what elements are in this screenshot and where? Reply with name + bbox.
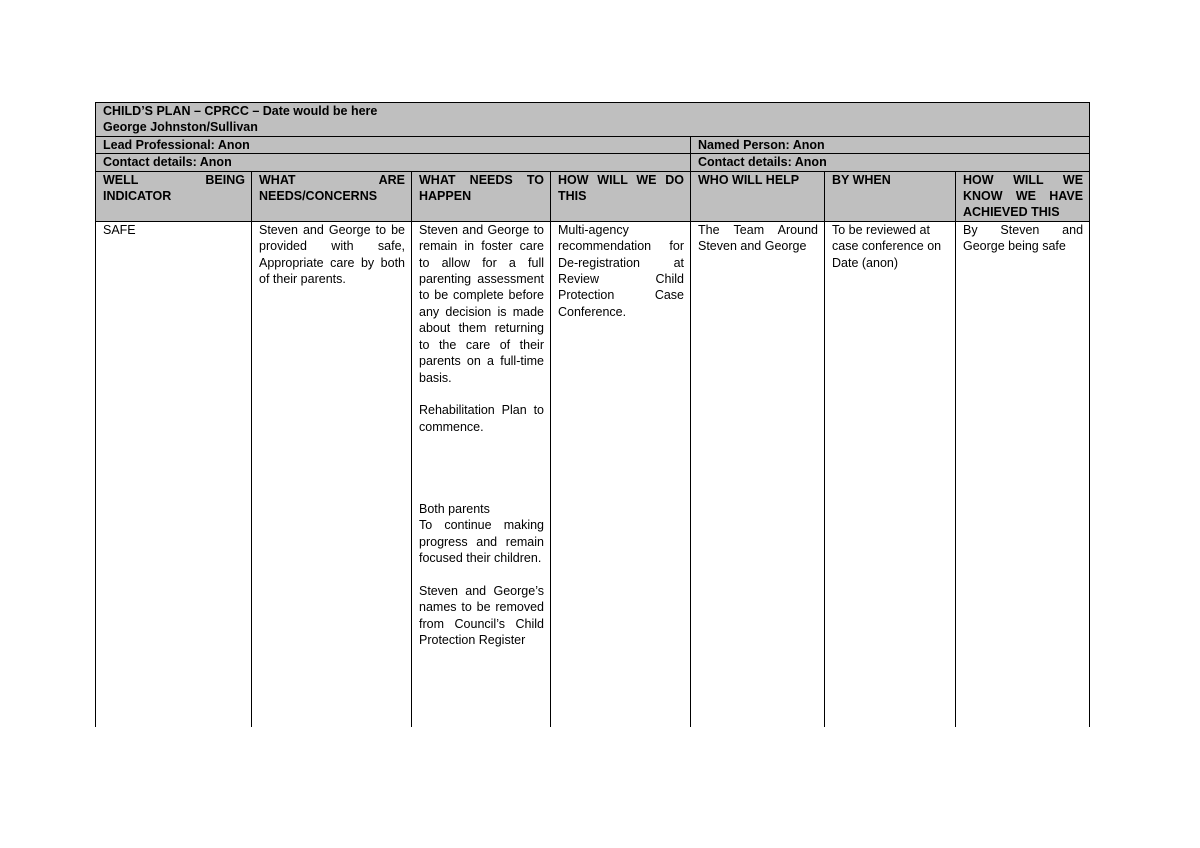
cell-indicator: SAFE: [96, 221, 252, 727]
col-header-achieved: HOW WILL WE KNOW WE HAVE ACHIEVED THIS: [956, 171, 1090, 221]
title-row: [96, 103, 1090, 137]
column-header-row: [96, 171, 1090, 221]
happen-both-parents: Both parents: [419, 501, 490, 516]
cell-achieved: By Steven and George being safe: [956, 221, 1090, 727]
col-header-needs: WHAT ARE NEEDS/CONCERNS: [252, 171, 412, 221]
happen-register: Steven and George’s names to be removed from Council’s Child Protection Register: [419, 583, 544, 647]
contact-row: [96, 154, 1090, 171]
childs-plan-document: [95, 102, 1089, 727]
table-row: [96, 221, 1090, 727]
happen-rehabilitation: Rehabilitation Plan to commence.: [419, 403, 544, 434]
happen-foster-care: Steven and George to remain in foster care to allow for a full parenting assessment to be complete before any decision is made about them returning to the care of their parents on a full-time basis.: [419, 222, 544, 385]
lead-professional-row: [96, 136, 1090, 153]
cell-what-needs-to-happen: [412, 221, 551, 727]
lead-professional: Lead Professional: Anon: [96, 136, 691, 153]
plan-title: CHILD’S PLAN – CPRCC – Date would be here: [103, 104, 378, 118]
col-header-happen: WHAT NEEDS TO HAPPEN: [412, 171, 551, 221]
cell-needs: Steven and George to be provided with safe, Appropriate care by both of their parents.: [252, 221, 412, 727]
cell-who: The Team Around Steven and George: [691, 221, 825, 727]
happen-progress: To continue making progress and remain focused their children.: [419, 518, 544, 565]
cell-when: To be reviewed at case conference on Date (anon): [825, 221, 956, 727]
contact-details-left: Contact details: Anon: [96, 154, 691, 171]
contact-details-right: Contact details: Anon: [691, 154, 1090, 171]
col-header-when: BY WHEN: [825, 171, 956, 221]
col-header-indicator: WELL BEING INDICATOR: [96, 171, 252, 221]
col-header-how: HOW WILL WE DO THIS: [551, 171, 691, 221]
cell-how: Multi-agency recommendation for De-registration at Review Child Protection Case Conference.: [551, 221, 691, 727]
child-name: George Johnston/Sullivan: [103, 120, 258, 135]
childs-plan-table: [95, 102, 1090, 727]
col-header-who: WHO WILL HELP: [691, 171, 825, 221]
named-person: Named Person: Anon: [691, 136, 1090, 153]
